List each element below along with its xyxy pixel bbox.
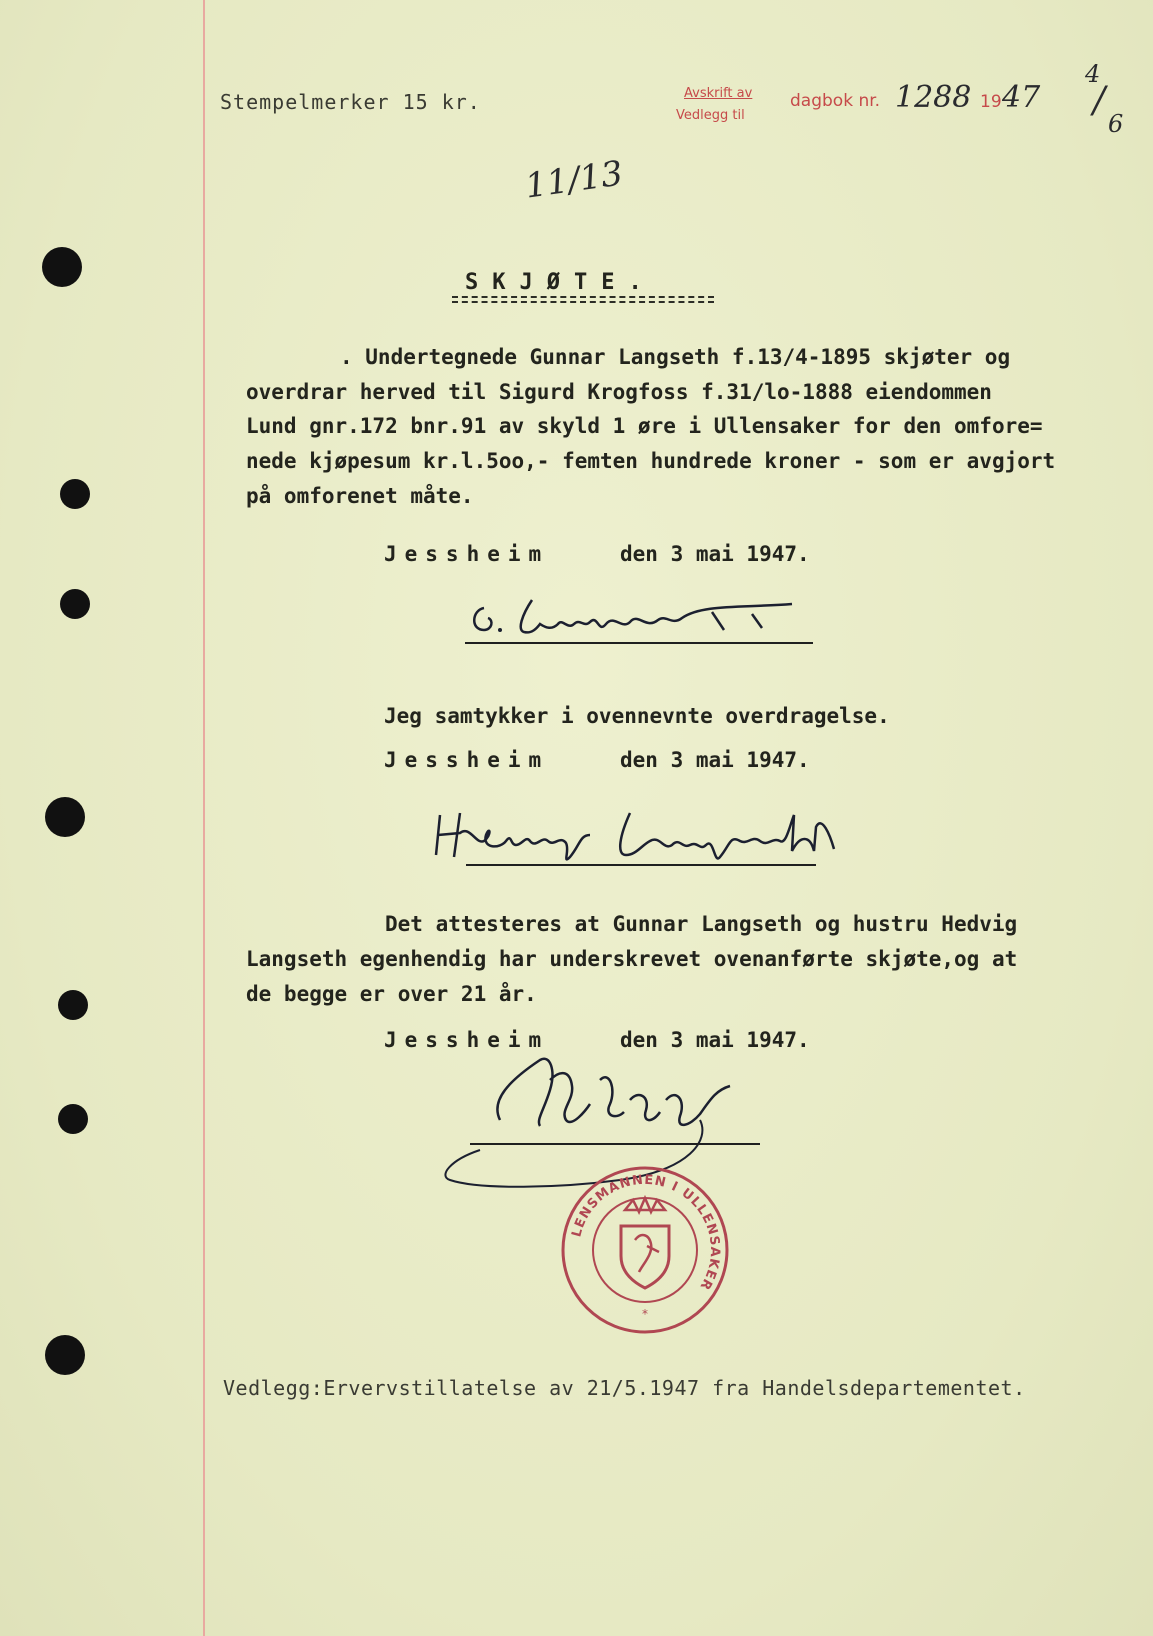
register-label: dagbok nr. — [790, 91, 881, 111]
register-number: 1288 — [895, 80, 972, 115]
title-underline — [452, 301, 714, 303]
document-title: SKJØTE. — [465, 270, 656, 295]
punch-hole — [45, 797, 85, 837]
signature-line — [466, 864, 816, 866]
punch-hole — [58, 990, 88, 1020]
register-date-slash: / — [1093, 80, 1106, 121]
signature-line — [470, 1143, 760, 1145]
register-stamp-line1: Avskrift av — [684, 86, 753, 101]
signature-g-langseth — [462, 590, 942, 650]
margin-note: 11/13 — [522, 153, 626, 207]
punch-hole — [45, 1335, 85, 1375]
official-seal — [555, 1160, 735, 1340]
punch-hole — [42, 247, 82, 287]
deed-line: på omforenet måte. — [246, 484, 474, 508]
date-text: den 3 mai 1947. — [620, 748, 810, 772]
place-name: Jessheim — [384, 542, 550, 566]
register-date-top: 4 — [1085, 60, 1101, 88]
date-text: den 3 mai 1947. — [620, 542, 810, 566]
consent-text: Jeg samtykker i ovennevnte overdragelse. — [384, 704, 890, 728]
register-stamp-line2: Vedlegg til — [676, 108, 745, 123]
deed-line: nede kjøpesum kr.l.5oo,- femten hundrede kroner - som er avgjort — [246, 449, 1056, 473]
attachment-note: Vedlegg:Ervervstillatelse av 21/5.1947 fra Handelsdepartementet. — [223, 1376, 1026, 1400]
place-name: Jessheim — [384, 748, 550, 772]
punch-hole — [58, 1104, 88, 1134]
svg-text:*: * — [642, 1307, 648, 1321]
punch-hole — [60, 589, 90, 619]
date-text: den 3 mai 1947. — [620, 1028, 810, 1052]
register-date-bottom: 6 — [1108, 110, 1124, 138]
svg-text:LENSMANNEN I ULLENSAKER: LENSMANNEN I ULLENSAKER — [569, 1172, 723, 1293]
deed-line: overdrar herved til Sigurd Krogfoss f.31/lo-1888 eiendommen — [246, 380, 992, 404]
place-name: Jessheim — [384, 1028, 550, 1052]
attestation-line: de begge er over 21 år. — [246, 982, 537, 1006]
attestation-line: Det attesteres at Gunnar Langseth og hustru Hedvig — [385, 912, 1018, 936]
stamp-duty-note: Stempelmerker 15 kr. — [220, 90, 481, 114]
attestation-line: Langseth egenhendig har underskrevet ovenanførte skjøte,og at — [246, 947, 1018, 971]
margin-line — [203, 0, 205, 1636]
register-year-prefix: 19 — [980, 92, 1002, 112]
deed-line: Lund gnr.172 bnr.91 av skyld 1 øre i Ullensaker for den omfore= — [246, 414, 1043, 438]
register-year: 47 — [1002, 80, 1041, 115]
title-underline — [452, 296, 714, 298]
deed-line: . Undertegnede Gunnar Langseth f.13/4-1895 skjøter og — [340, 345, 1011, 369]
signature-line — [465, 642, 813, 644]
punch-hole — [60, 479, 90, 509]
